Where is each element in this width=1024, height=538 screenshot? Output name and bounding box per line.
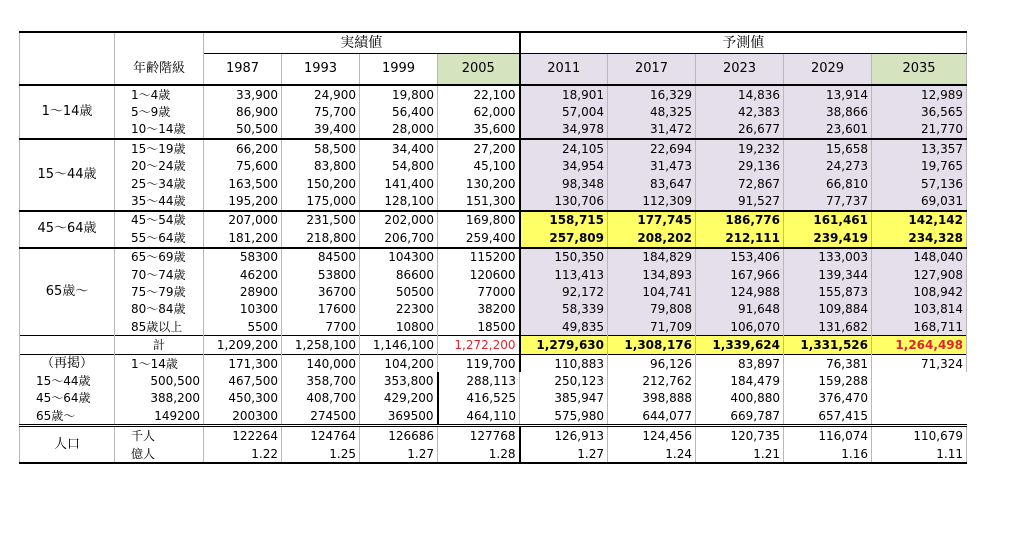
group-label: 人口	[20, 426, 115, 463]
value-cell: 13,914	[784, 85, 872, 103]
value-cell: 54,800	[360, 158, 438, 175]
value-cell: 22300	[360, 301, 438, 318]
value-cell: 133,003	[784, 248, 872, 266]
year-1999: 1999	[360, 54, 438, 86]
value-cell: 14,836	[696, 85, 784, 103]
age-label: 45～64歳	[20, 390, 115, 407]
group-label: 1～14歳	[20, 85, 115, 139]
value-cell: 58,339	[520, 301, 608, 318]
value-cell: 53800	[282, 266, 360, 283]
value-cell: 151,300	[438, 192, 520, 210]
table-row	[20, 248, 967, 266]
value-cell: 1.27	[360, 445, 438, 463]
value-cell: 1,264,498	[872, 336, 967, 354]
value-cell: 110,679	[872, 426, 967, 445]
value-cell: 110,883	[520, 354, 608, 372]
value-cell: 46200	[204, 266, 282, 283]
year-1993: 1993	[282, 54, 360, 86]
value-cell: 45,100	[438, 158, 520, 175]
year-2011: 2011	[520, 54, 608, 86]
value-cell: 259,400	[438, 229, 520, 247]
age-label: 億人	[115, 445, 204, 463]
value-cell: 77000	[438, 283, 520, 300]
value-cell: 212,111	[696, 229, 784, 247]
value-cell: 669,787	[696, 407, 784, 426]
value-cell: 1,146,100	[360, 336, 438, 354]
value-cell: 416,525	[438, 390, 520, 407]
value-cell: 148,040	[872, 248, 967, 266]
age-label: 35～44歳	[115, 192, 204, 210]
value-cell: 75,700	[282, 103, 360, 120]
value-cell: 1.25	[282, 445, 360, 463]
table-row	[20, 301, 967, 318]
value-cell: 288,113	[438, 372, 520, 389]
value-cell: 369500	[360, 407, 438, 426]
value-cell: 27,200	[438, 139, 520, 157]
value-cell: 206,700	[360, 229, 438, 247]
value-cell: 153,406	[696, 248, 784, 266]
value-cell: 42,383	[696, 103, 784, 120]
group-label: （再掲）	[20, 354, 115, 372]
value-cell: 91,527	[696, 192, 784, 210]
value-cell: 113,413	[520, 266, 608, 283]
value-cell: 83,647	[608, 175, 696, 192]
value-cell: 141,400	[360, 175, 438, 192]
value-cell: 644,077	[608, 407, 696, 426]
empty-corner-2	[115, 32, 204, 54]
value-cell: 155,873	[784, 283, 872, 300]
value-cell: 1,258,100	[282, 336, 360, 354]
value-cell: 575,980	[520, 407, 608, 426]
value-cell: 10300	[204, 301, 282, 318]
value-cell: 175,000	[282, 192, 360, 210]
value-cell: 5500	[204, 318, 282, 336]
table-row	[20, 354, 967, 372]
value-cell: 79,808	[608, 301, 696, 318]
value-cell: 19,800	[360, 85, 438, 103]
value-cell: 62,000	[438, 103, 520, 120]
value-cell: 91,648	[696, 301, 784, 318]
value-cell: 161,461	[784, 211, 872, 229]
value-cell: 24,105	[520, 139, 608, 157]
value-cell: 124,988	[696, 283, 784, 300]
age-label: 80～84歳	[115, 301, 204, 318]
value-cell: 239,419	[784, 229, 872, 247]
value-cell: 163,500	[204, 175, 282, 192]
value-cell: 207,000	[204, 211, 282, 229]
value-cell: 127,908	[872, 266, 967, 283]
value-cell: 195,200	[204, 192, 282, 210]
value-cell: 75,600	[204, 158, 282, 175]
table-row	[20, 85, 967, 103]
value-cell: 398,888	[608, 390, 696, 407]
value-cell: 33,900	[204, 85, 282, 103]
value-cell: 150,200	[282, 175, 360, 192]
value-cell: 200300	[204, 407, 282, 426]
value-cell: 1,209,200	[204, 336, 282, 354]
value-cell: 234,328	[872, 229, 967, 247]
value-cell: 1.11	[872, 445, 967, 463]
value-cell: 231,500	[282, 211, 360, 229]
age-label: 5～9歳	[115, 103, 204, 120]
value-cell: 131,682	[784, 318, 872, 336]
value-cell: 139,344	[784, 266, 872, 283]
value-cell: 130,200	[438, 175, 520, 192]
value-cell: 86600	[360, 266, 438, 283]
table-row	[20, 390, 967, 407]
value-cell: 104,741	[608, 283, 696, 300]
value-cell: 1,308,176	[608, 336, 696, 354]
age-label: 計	[115, 336, 204, 354]
value-cell: 119,700	[438, 354, 520, 372]
value-cell: 212,762	[608, 372, 696, 389]
value-cell: 429,200	[360, 390, 438, 407]
value-cell: 142,142	[872, 211, 967, 229]
value-cell: 130,706	[520, 192, 608, 210]
group-label: 45～64歳	[20, 211, 115, 248]
table-row	[20, 266, 967, 283]
value-cell: 34,954	[520, 158, 608, 175]
value-cell: 86,900	[204, 103, 282, 120]
header-row-2	[20, 54, 967, 86]
table-row	[20, 211, 967, 229]
table-row	[20, 103, 967, 120]
value-cell: 171,300	[204, 354, 282, 372]
value-cell: 66,810	[784, 175, 872, 192]
value-cell: 467,500	[204, 372, 282, 389]
value-cell: 500,500	[115, 372, 204, 389]
value-cell: 48,325	[608, 103, 696, 120]
value-cell: 21,770	[872, 121, 967, 139]
age-label: 25～34歳	[115, 175, 204, 192]
forecast-values-header: 予測値	[520, 32, 967, 54]
table-row	[20, 445, 967, 463]
value-cell: 202,000	[360, 211, 438, 229]
value-cell: 17600	[282, 301, 360, 318]
age-label: 45～54歳	[115, 211, 204, 229]
value-cell: 1,272,200	[438, 336, 520, 354]
value-cell: 127768	[438, 426, 520, 445]
age-label: 55～64歳	[115, 229, 204, 247]
age-label: 20～24歳	[115, 158, 204, 175]
value-cell: 66,200	[204, 139, 282, 157]
empty-group-cell	[20, 336, 115, 354]
value-cell: 140,000	[282, 354, 360, 372]
value-cell: 186,776	[696, 211, 784, 229]
value-cell: 29,136	[696, 158, 784, 175]
value-cell: 149200	[115, 407, 204, 426]
value-cell: 168,711	[872, 318, 967, 336]
age-label: 15～44歳	[20, 372, 115, 389]
value-cell: 72,867	[696, 175, 784, 192]
value-cell: 18500	[438, 318, 520, 336]
empty-corner	[20, 32, 115, 54]
value-cell: 450,300	[204, 390, 282, 407]
year-2023: 2023	[696, 54, 784, 86]
value-cell: 358,700	[282, 372, 360, 389]
value-cell: 106,070	[696, 318, 784, 336]
value-cell: 58300	[204, 248, 282, 266]
value-cell: 71,709	[608, 318, 696, 336]
value-cell: 159,288	[784, 372, 872, 389]
value-cell: 23,601	[784, 121, 872, 139]
value-cell: 34,978	[520, 121, 608, 139]
value-cell: 76,381	[784, 354, 872, 372]
value-cell: 38200	[438, 301, 520, 318]
value-cell: 184,829	[608, 248, 696, 266]
value-cell: 116,074	[784, 426, 872, 445]
value-cell: 158,715	[520, 211, 608, 229]
value-cell: 353,800	[360, 372, 438, 389]
value-cell: 167,966	[696, 266, 784, 283]
value-cell: 50500	[360, 283, 438, 300]
age-label: 15～19歳	[115, 139, 204, 157]
value-cell: 181,200	[204, 229, 282, 247]
value-cell: 104,200	[360, 354, 438, 372]
value-cell: 24,273	[784, 158, 872, 175]
value-cell: 56,400	[360, 103, 438, 120]
table-row	[20, 139, 967, 157]
value-cell: 104300	[360, 248, 438, 266]
value-cell: 124,456	[608, 426, 696, 445]
header-row-1	[20, 32, 967, 54]
population-table	[19, 31, 967, 464]
actual-values-header: 実績値	[204, 32, 520, 54]
value-cell: 7700	[282, 318, 360, 336]
value-cell: 36,565	[872, 103, 967, 120]
table-row	[20, 158, 967, 175]
value-cell: 10800	[360, 318, 438, 336]
value-cell: 1.27	[520, 445, 608, 463]
age-label: 10～14歳	[115, 121, 204, 139]
year-1987: 1987	[204, 54, 282, 86]
value-cell: 15,658	[784, 139, 872, 157]
value-cell: 1.21	[696, 445, 784, 463]
value-cell: 408,700	[282, 390, 360, 407]
value-cell: 120,735	[696, 426, 784, 445]
value-cell: 1.28	[438, 445, 520, 463]
value-cell: 1,331,526	[784, 336, 872, 354]
value-cell: 16,329	[608, 85, 696, 103]
value-cell: 57,004	[520, 103, 608, 120]
value-cell: 169,800	[438, 211, 520, 229]
value-cell: 22,100	[438, 85, 520, 103]
age-label: 千人	[115, 426, 204, 445]
value-cell: 126686	[360, 426, 438, 445]
value-cell: 1.24	[608, 445, 696, 463]
value-cell: 208,202	[608, 229, 696, 247]
value-cell: 108,942	[872, 283, 967, 300]
value-cell: 22,694	[608, 139, 696, 157]
value-cell: 274500	[282, 407, 360, 426]
value-cell: 150,350	[520, 248, 608, 266]
value-cell: 184,479	[696, 372, 784, 389]
year-2005: 2005	[438, 54, 520, 86]
value-cell: 50,500	[204, 121, 282, 139]
value-cell: 218,800	[282, 229, 360, 247]
value-cell: 115200	[438, 248, 520, 266]
value-cell: 134,893	[608, 266, 696, 283]
table-row	[20, 372, 967, 389]
age-label: 70～74歳	[115, 266, 204, 283]
value-cell: 126,913	[520, 426, 608, 445]
age-label: 65歳～	[20, 407, 115, 426]
value-cell: 98,348	[520, 175, 608, 192]
group-label: 65歳～	[20, 248, 115, 336]
value-cell: 84500	[282, 248, 360, 266]
value-cell: 464,110	[438, 407, 520, 426]
value-cell: 83,897	[696, 354, 784, 372]
value-cell: 36700	[282, 283, 360, 300]
year-2017: 2017	[608, 54, 696, 86]
age-label: 75～79歳	[115, 283, 204, 300]
table-row	[20, 229, 967, 247]
value-cell: 35,600	[438, 121, 520, 139]
age-label: 85歳以上	[115, 318, 204, 336]
table-row	[20, 336, 967, 354]
value-cell: 71,324	[872, 354, 967, 372]
value-cell: 400,880	[696, 390, 784, 407]
value-cell: 28900	[204, 283, 282, 300]
age-label: 65～69歳	[115, 248, 204, 266]
value-cell: 120600	[438, 266, 520, 283]
table-row	[20, 121, 967, 139]
value-cell: 77,737	[784, 192, 872, 210]
value-cell: 13,357	[872, 139, 967, 157]
value-cell: 388,200	[115, 390, 204, 407]
value-cell: 19,765	[872, 158, 967, 175]
value-cell: 250,123	[520, 372, 608, 389]
value-cell: 1.22	[204, 445, 282, 463]
value-cell: 124764	[282, 426, 360, 445]
value-cell: 112,309	[608, 192, 696, 210]
table-row	[20, 407, 967, 426]
value-cell: 1,279,630	[520, 336, 608, 354]
empty-corner-3	[20, 54, 115, 86]
table-row	[20, 318, 967, 336]
value-cell: 1.16	[784, 445, 872, 463]
table-row	[20, 192, 967, 210]
value-cell: 38,866	[784, 103, 872, 120]
group-label: 15～44歳	[20, 139, 115, 211]
value-cell: 39,400	[282, 121, 360, 139]
value-cell: 28,000	[360, 121, 438, 139]
value-cell: 257,809	[520, 229, 608, 247]
value-cell: 58,500	[282, 139, 360, 157]
year-2035: 2035	[872, 54, 967, 86]
value-cell: 26,677	[696, 121, 784, 139]
value-cell: 57,136	[872, 175, 967, 192]
value-cell: 69,031	[872, 192, 967, 210]
table-row	[20, 426, 967, 445]
value-cell: 31,472	[608, 121, 696, 139]
value-cell: 18,901	[520, 85, 608, 103]
value-cell: 385,947	[520, 390, 608, 407]
value-cell: 376,470	[784, 390, 872, 407]
value-cell: 1,339,624	[696, 336, 784, 354]
value-cell: 31,473	[608, 158, 696, 175]
age-label: 1～14歳	[115, 354, 204, 372]
table-row	[20, 283, 967, 300]
age-label: 1～4歳	[115, 85, 204, 103]
value-cell: 19,232	[696, 139, 784, 157]
table-body	[20, 32, 967, 463]
year-2029: 2029	[784, 54, 872, 86]
table-row	[20, 175, 967, 192]
value-cell: 92,172	[520, 283, 608, 300]
value-cell: 103,814	[872, 301, 967, 318]
value-cell: 177,745	[608, 211, 696, 229]
value-cell: 34,400	[360, 139, 438, 157]
value-cell: 122264	[204, 426, 282, 445]
value-cell: 128,100	[360, 192, 438, 210]
value-cell: 657,415	[784, 407, 872, 426]
value-cell: 24,900	[282, 85, 360, 103]
value-cell: 49,835	[520, 318, 608, 336]
value-cell: 12,989	[872, 85, 967, 103]
value-cell: 96,126	[608, 354, 696, 372]
age-class-header: 年齢階級	[115, 54, 204, 86]
value-cell: 109,884	[784, 301, 872, 318]
value-cell: 83,800	[282, 158, 360, 175]
